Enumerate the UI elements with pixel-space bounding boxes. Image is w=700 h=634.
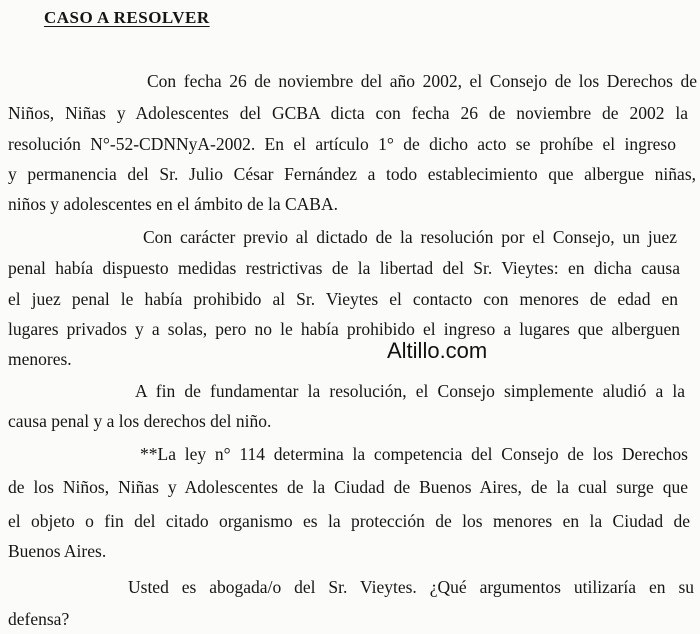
paragraph-1-line-4: y permanencia del Sr. Julio César Fernández a todo establecimiento que albergue niñas, [8,164,696,184]
paragraph-1-line-2: Niños, Niñas y Adolescentes del GCBA dicta con fecha 26 de noviembre de 2002 la [8,103,688,123]
paragraph-2-line-3: el juez penal le había prohibido al Sr. Vieytes el contacto con menores de edad en [8,289,678,309]
paragraph-2-line-2: penal había dispuesto medidas restrictivas de la libertad del Sr. Vieytes: en dicha causa [8,258,680,278]
paragraph-2-line-4: lugares privados y a solas, pero no le había prohibido el ingreso a lugares que alberguen [8,319,680,339]
paragraph-4-line-3: el objeto o fin del citado organismo es la protección de los menores en la Ciudad de [8,511,690,531]
watermark-text: Altillo.com [387,338,488,363]
paragraph-4-line-1: **La ley n° 114 determina la competencia del Consejo de los Derechos [140,444,688,464]
paragraph-3-line-1: A fin de fundamentar la resolución, el Consejo simplemente aludió a la [135,381,685,401]
paragraph-2-line-5: menores. [8,349,72,369]
document-heading: CASO A RESOLVER [44,8,210,27]
paragraph-2-line-1: Con carácter previo al dictado de la resolución por el Consejo, un juez [143,227,677,247]
paragraph-1-line-1: Con fecha 26 de noviembre del año 2002, el Consejo de los Derechos de [147,71,697,91]
paragraph-1-line-3: resolución N°-52-CDNNyA-2002. En el artículo 1° de dicho acto se prohíbe el ingreso [8,134,676,154]
paragraph-4-line-2: de los Niños, Niñas y Adolescentes de la Ciudad de Buenos Aires, de la cual surge que [8,477,688,497]
paragraph-5-line-1: Usted es abogada/o del Sr. Vieytes. ¿Qué argumentos utilizaría en su [128,577,694,597]
paragraph-1-line-5: niños y adolescentes en el ámbito de la CABA. [8,194,338,214]
paragraph-5-line-2: defensa? [8,609,70,629]
paragraph-4-line-4: Buenos Aires. [8,541,107,561]
paragraph-3-line-2: causa penal y a los derechos del niño. [8,411,272,431]
